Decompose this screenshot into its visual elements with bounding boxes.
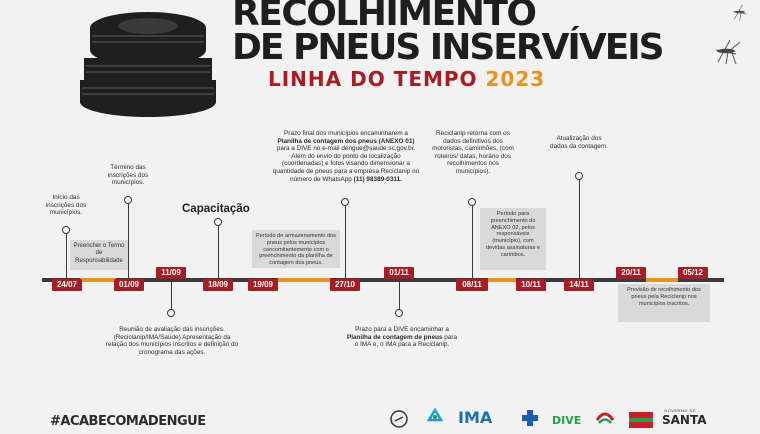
- mosquito-icon: [706, 36, 750, 66]
- event-previsao-recolhimento: Previsão de recolhimento dos pneus pela Reciclanip nos municípios inscritos.: [618, 284, 710, 322]
- date-pill: 10/11: [516, 279, 546, 291]
- date-pill: 11/09: [156, 267, 186, 279]
- health-cross-icon: [520, 408, 540, 428]
- date-pill: 18/09: [203, 279, 233, 291]
- date-pill: 01/11: [384, 267, 414, 279]
- marker-dot: [167, 309, 175, 317]
- ima-logo: IMA: [458, 408, 493, 427]
- timeline-segment-anexo02: [488, 278, 516, 282]
- date-pill: 05/12: [678, 267, 708, 279]
- date-pill: 01/09: [114, 279, 144, 291]
- connector-line: [399, 279, 400, 311]
- subtitle-text: LINHA DO TEMPO: [268, 67, 478, 91]
- timeline-segment-inscricoes: [80, 278, 116, 282]
- marker-dot: [341, 198, 349, 206]
- prazo-dive-text-b: Planilha de contagem de pneus: [346, 333, 443, 341]
- marker-dot: [395, 309, 403, 317]
- mosquito-logo-icon: [388, 408, 410, 428]
- marker-dot: [468, 198, 476, 206]
- event-capacitacao: Capacitação: [182, 203, 250, 215]
- date-pill: 08/11: [456, 279, 488, 291]
- date-pill: 20/11: [616, 267, 646, 279]
- prazo-final-text-c: para a DIVE no e-mail dengue@saude.sc.gov.br. Além do envio do ponto de localização (coordenadas) e fotos visando dimensionar a quantidade de pneus para a empresa Reciclanip no número de WhatsApp: [272, 145, 420, 183]
- connector-line: [171, 279, 172, 311]
- date-pill: 19/09: [248, 279, 278, 291]
- tires-illustration: [70, 0, 230, 120]
- timeline-segment-armazenamento: [278, 278, 330, 282]
- marker-dot: [575, 172, 583, 180]
- prazo-dive-text-c: para o IMA e, o IMA para a Reciclanip.: [354, 333, 458, 349]
- event-prazo-final-municipios: [272, 130, 420, 183]
- marker-dot: [62, 226, 70, 234]
- gov-logo-small: GOVERNO DE: [664, 408, 697, 413]
- event-inicio-inscricoes: Início das inscrições dos municípios.: [45, 194, 87, 217]
- dive-logo: DIVE: [552, 414, 582, 427]
- title-line-2: DE PNEUS INSERVÍVEIS: [232, 27, 663, 68]
- date-pill: 24/07: [52, 279, 82, 291]
- event-reuniao-avaliacao: Reunião de avaliação das inscrições. (Reciclanip/IMA/Saúde) Apresentação da relação dos municípios inscritos e definição do cronograma das ações.: [105, 326, 239, 356]
- connector-line: [579, 178, 580, 278]
- connector-line: [66, 232, 67, 278]
- title-line-1: RECOLHIMENTO: [232, 0, 536, 34]
- event-atualizacao-dados: Atualização dos dados da contagem.: [550, 135, 608, 150]
- event-armazenamento: Período de armazenamento dos pneus pelos municípios concomitantemente com o preenchimento da planilha de contagem dos pneus.: [252, 230, 340, 268]
- connector-line: [472, 204, 473, 278]
- prazo-dive-text-a: Prazo para a DIVE encaminhar a: [355, 326, 449, 333]
- prazo-final-text-b: Planilha de contagem dos pneus (ANEXO 01): [277, 137, 415, 145]
- event-periodo-anexo02: Período para preenchimento do ANEXO 02, pelos responsáveis (município), com devidas assinaturas e carimbos.: [480, 208, 546, 270]
- prazo-final-text-d: (11) 98389-0311.: [353, 175, 402, 183]
- event-preencher-termo: Preencher o Termo de Responsabilidade: [70, 240, 128, 270]
- timeline-segment-recolhimento: [646, 278, 678, 282]
- event-reciclanip-retorna: Reciclanip retorna com os dados definitivos dos motoristas, caminhões, (com roteiros/ datas, horário dos recolhimentos nos municípios).: [432, 130, 514, 175]
- subtitle-year: 2023: [485, 67, 546, 91]
- connector-line: [128, 202, 129, 278]
- connector-line: [218, 224, 219, 278]
- recycle-logo-icon: [424, 408, 446, 428]
- subtitle: [268, 68, 545, 90]
- mosquito-icon: [726, 2, 756, 22]
- prazo-final-text-a: Prazo final dos municípios encaminharem a: [284, 130, 408, 137]
- sus-logo-icon: [594, 408, 616, 428]
- state-coat-of-arms-icon: [628, 410, 654, 428]
- campaign-hashtag: #ACABECOMADENGUE: [50, 414, 206, 429]
- marker-dot: [124, 196, 132, 204]
- event-prazo-dive: [346, 326, 458, 349]
- gov-logo: SANTA: [662, 413, 707, 427]
- date-pill: 14/11: [564, 279, 594, 291]
- event-termino-inscricoes: Término das inscrições dos municípios.: [107, 164, 149, 187]
- date-pill: 27/10: [330, 279, 360, 291]
- connector-line: [345, 204, 346, 278]
- marker-dot: [214, 218, 222, 226]
